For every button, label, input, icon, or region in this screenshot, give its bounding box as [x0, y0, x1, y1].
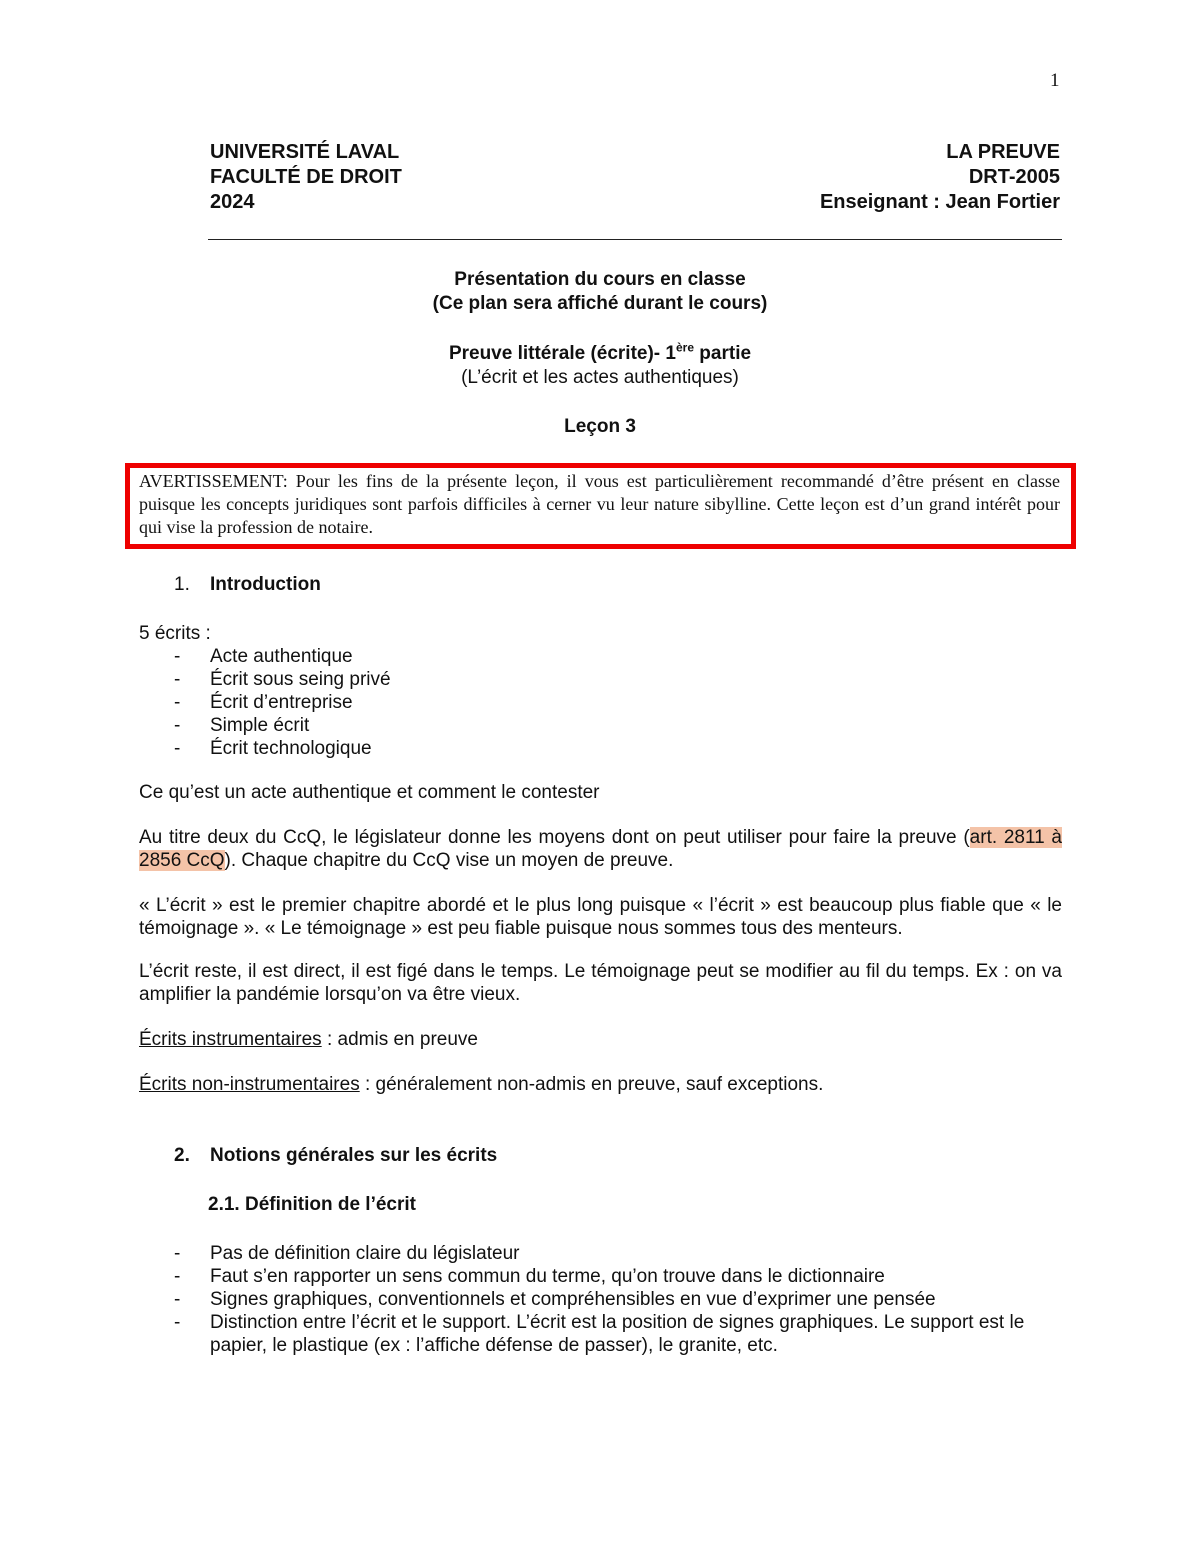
header-divider — [208, 239, 1062, 240]
section-2-heading: Notions générales sur les écrits — [210, 1145, 498, 1166]
list-item-text: Pas de définition claire du législateur — [210, 1243, 520, 1264]
list-dash: - — [174, 692, 181, 713]
list-item — [139, 645, 1062, 668]
paragraph-ecrit-temoignage: « L’écrit » est le premier chapitre abordé et le plus long puisque « l’écrit » est beaucoup plus fiable que « le témoignage ». « Le témoignage » est peu fiable puisque nous sommes tous des menteurs. — [139, 895, 1062, 939]
title-line-2: (Ce plan sera affiché durant le cours) — [432, 293, 768, 314]
header-course-code: DRT-2005 — [968, 166, 1060, 188]
section-2-number: 2. — [174, 1145, 190, 1166]
term-instrumentaires: Écrits instrumentaires — [139, 1029, 322, 1050]
page-number: 1 — [1050, 70, 1060, 91]
list-item-text: Signes graphiques, conventionnels et compréhensibles en vue d’exprimer une pensée — [210, 1289, 936, 1310]
header-year: 2024 — [210, 191, 255, 213]
section-1-heading: Introduction — [210, 574, 321, 595]
list-item-text: Simple écrit — [210, 715, 310, 736]
header-institution — [210, 140, 402, 215]
list-item-text: Distinction entre l’écrit et le support. L’écrit est la position de signes graphiques. Le support est le papier, le plastique (ex : l’affiche défense de passer), le granite, etc. — [210, 1312, 1025, 1356]
subtitle-block — [0, 342, 1200, 390]
subtitle-tail: partie — [694, 343, 752, 364]
list-dash: - — [174, 738, 181, 759]
warning-text: AVERTISSEMENT: Pour les fins de la présente leçon, il vous est particulièrement recommandé d’être présent en classe puisque les concepts juridiques sont parfois difficiles à cerner vu leur nature sibylline. Cette leçon est d’un grand intérêt pour qui vise la profession de notaire. — [139, 471, 1060, 537]
subsection-2-1-heading: 2.1. Définition de l’écrit — [208, 1194, 416, 1215]
subtitle-superscript: ère — [675, 340, 695, 355]
header-course — [820, 140, 1060, 215]
list-item — [139, 1311, 1062, 1357]
paragraph-text: Au titre deux du CcQ, le législateur donne les moyens dont on peut utiliser pour faire la preuve ( — [139, 827, 970, 848]
list-item — [139, 714, 1062, 737]
list-item-text: Écrit technologique — [210, 738, 372, 759]
subtitle-text: Preuve littérale (écrite)- 1 — [448, 343, 676, 364]
list-item-text: Écrit d’entreprise — [210, 692, 353, 713]
subtitle-main — [0, 342, 1200, 366]
paragraph-ecrit-reste: L’écrit reste, il est direct, il est figé dans le temps. Le témoignage peut se modifier au fil du temps. Ex : on va amplifier la pandémie lorsqu’on va être vieux. — [139, 961, 1062, 1005]
list-item-text: Acte authentique — [210, 646, 353, 667]
header-faculty: FACULTÉ DE DROIT — [210, 166, 402, 188]
list-item-text: Écrit sous seing privé — [210, 669, 391, 690]
list-item — [139, 691, 1062, 714]
paragraph-ecrits-non-instrumentaires — [139, 1073, 1062, 1096]
ecrits-list — [139, 645, 1062, 760]
paragraph-titre-deux — [139, 826, 1062, 872]
title-line-1: Présentation du cours en classe — [454, 269, 746, 290]
list-dash: - — [174, 1266, 181, 1287]
section-1-number: 1. — [174, 574, 190, 595]
subtitle-paren: (L’écrit et les actes authentiques) — [461, 367, 739, 388]
list-item — [139, 1242, 1062, 1265]
list-item — [139, 668, 1062, 691]
lesson-title: Leçon 3 — [564, 416, 636, 437]
list-dash: - — [174, 715, 181, 736]
list-dash: - — [174, 1243, 181, 1264]
definition-text: : admis en preuve — [321, 1029, 478, 1050]
list-dash: - — [174, 646, 181, 667]
list-dash: - — [174, 1312, 181, 1333]
title-block — [0, 268, 1200, 316]
paragraph-acte-authentique: Ce qu’est un acte authentique et comment le contester — [139, 782, 600, 803]
section-1-intro: 5 écrits : — [139, 623, 211, 644]
list-item — [139, 1265, 1062, 1288]
definition-list — [139, 1242, 1062, 1357]
list-item — [139, 1288, 1062, 1311]
header-university: UNIVERSITÉ LAVAL — [210, 141, 400, 163]
header-course-title: LA PREUVE — [946, 141, 1060, 163]
paragraph-ecrits-instrumentaires — [139, 1028, 1062, 1051]
paragraph-text: ). Chaque chapitre du CcQ vise un moyen de preuve. — [224, 850, 674, 871]
highlighted-article-reference: art. 2811 à 2856 CcQ — [139, 827, 1062, 871]
definition-text: : généralement non-admis en preuve, sauf exceptions. — [359, 1074, 824, 1095]
term-non-instrumentaires: Écrits non-instrumentaires — [139, 1074, 360, 1095]
header-teacher: Enseignant : Jean Fortier — [819, 191, 1060, 213]
list-dash: - — [174, 1289, 181, 1310]
list-item-text: Faut s’en rapporter un sens commun du terme, qu’on trouve dans le dictionnaire — [210, 1266, 885, 1287]
list-dash: - — [174, 669, 181, 690]
list-item — [139, 737, 1062, 760]
